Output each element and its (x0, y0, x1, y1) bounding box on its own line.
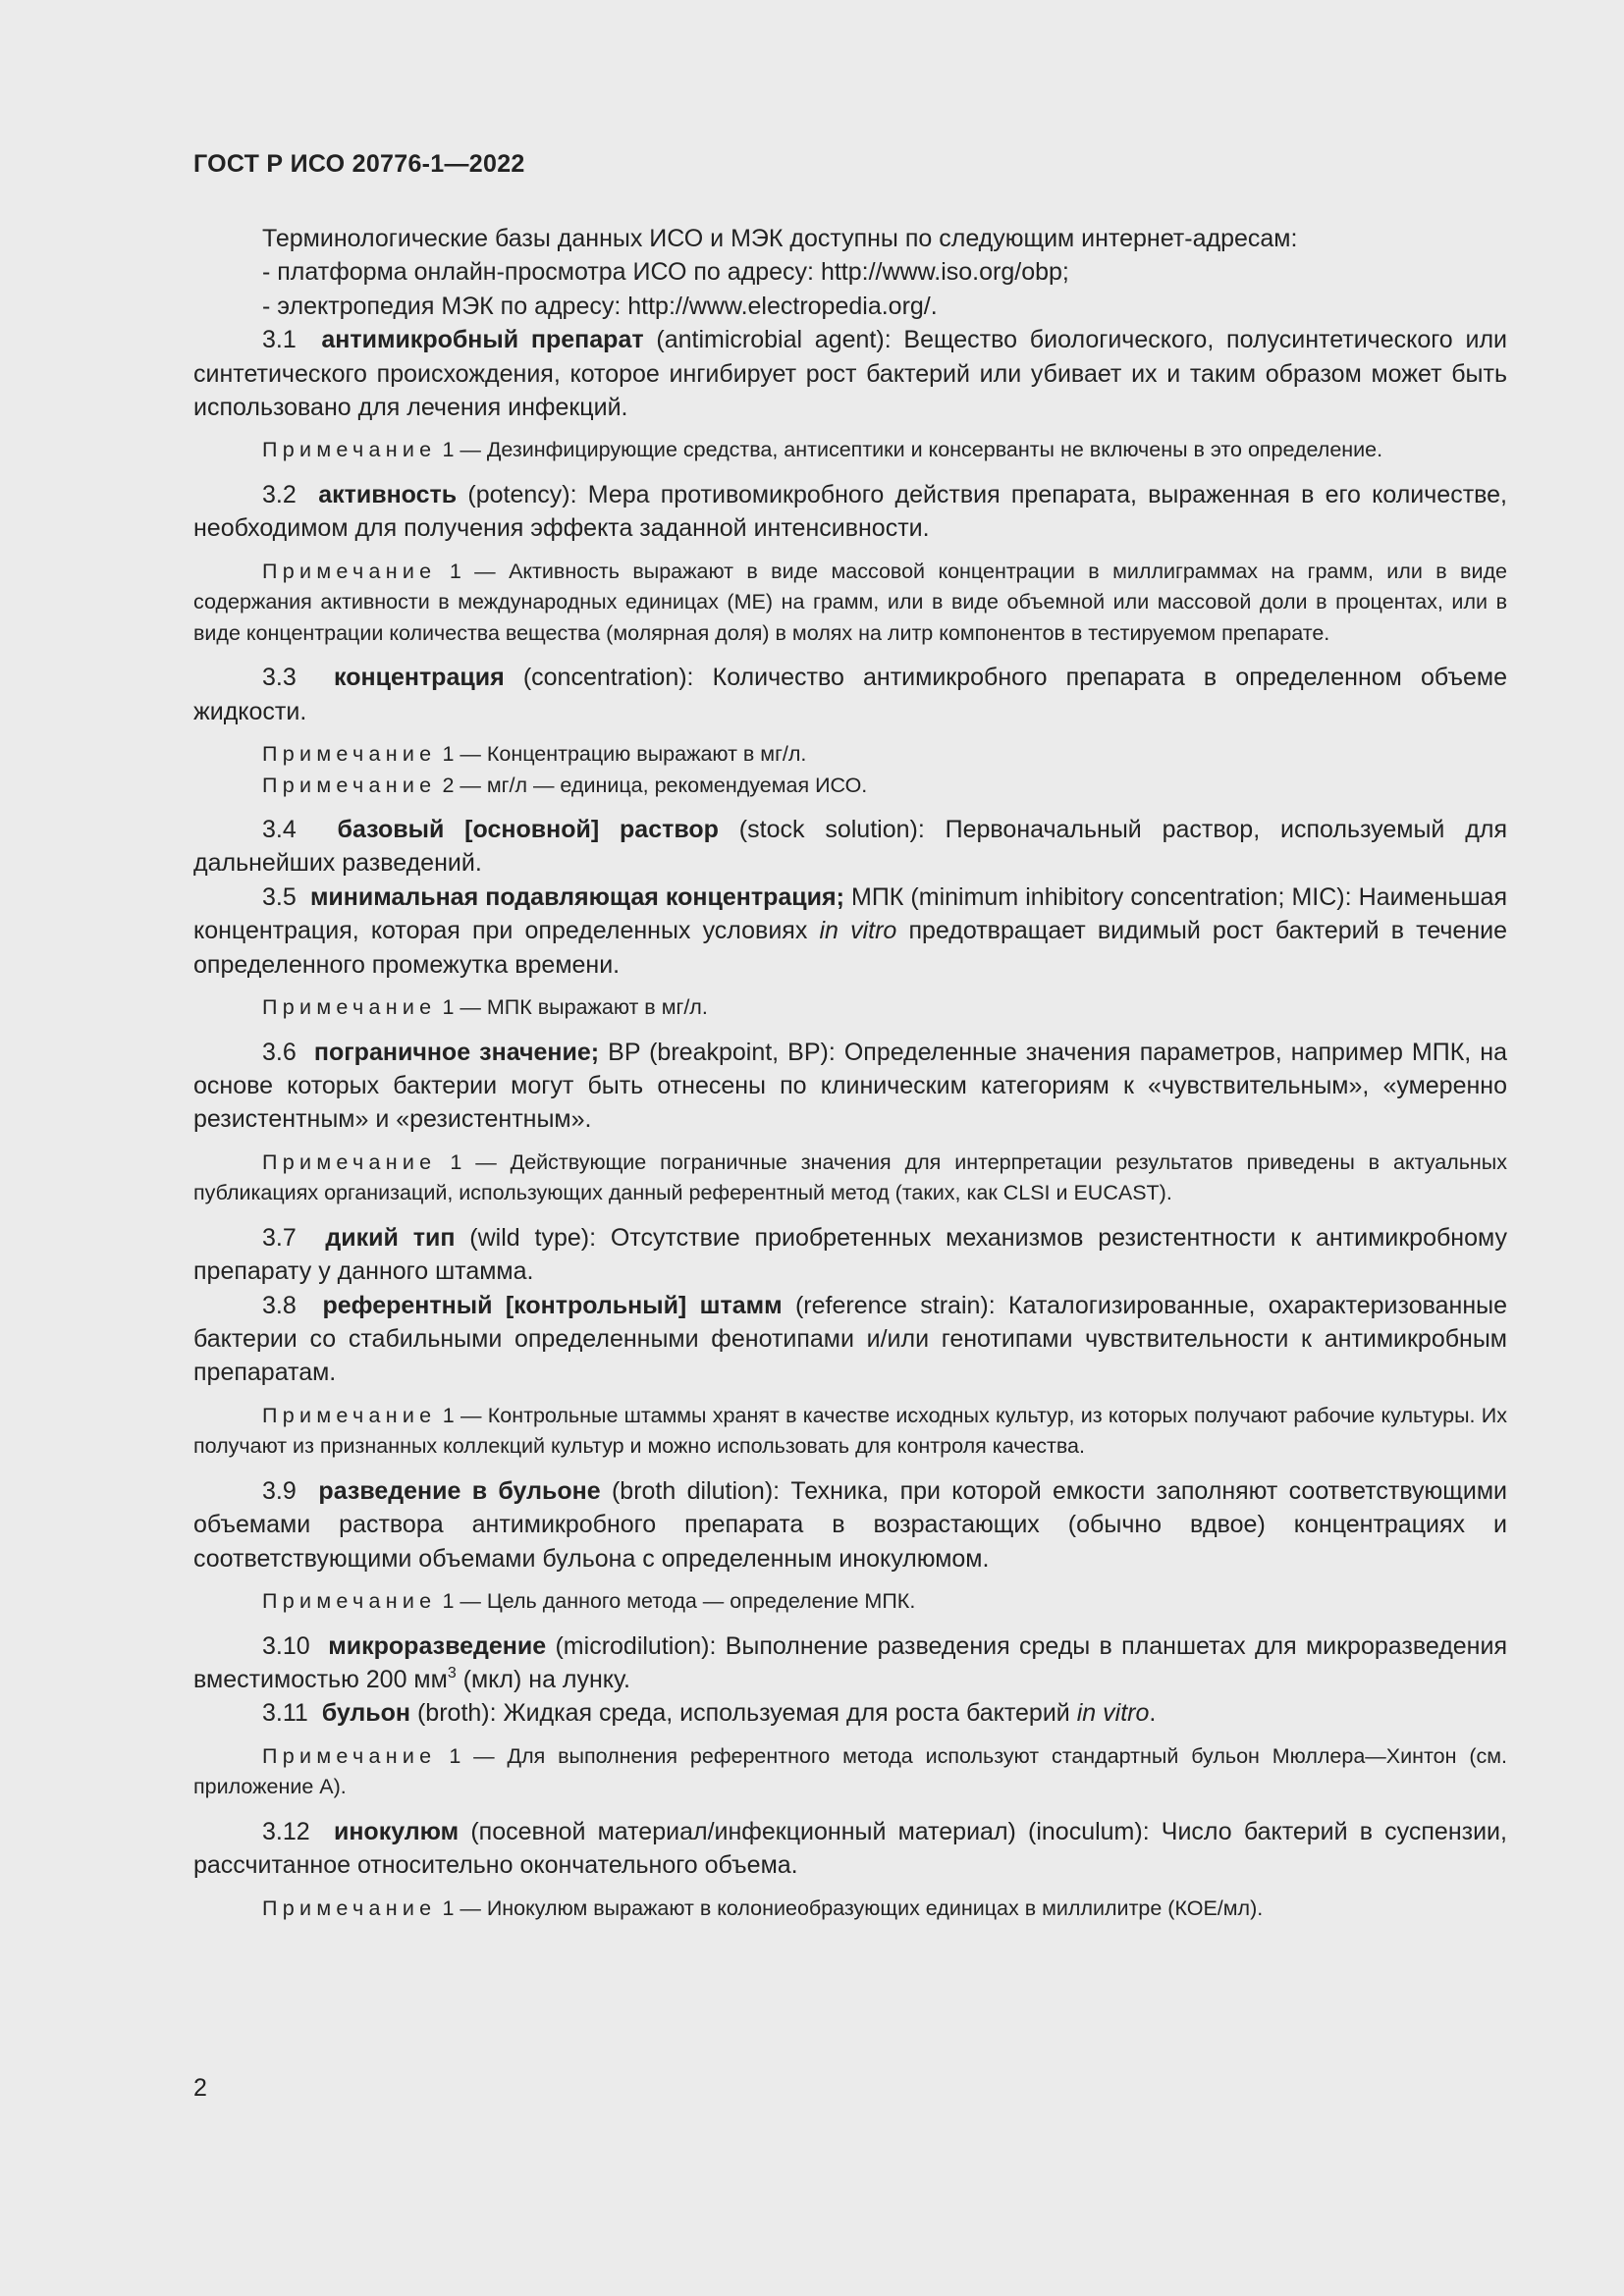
term-definition: (concentration): Количество антимикробного препарата в определенном объеме жидкости. (193, 664, 1507, 725)
term-3-4 (193, 813, 1507, 881)
term-definition: (мкл) на лунку. (462, 1665, 630, 1693)
term-number: 3.10 (262, 1631, 310, 1660)
note-text: 1 — МПК выражают в мг/л. (442, 995, 708, 1020)
page-number: 2 (193, 2074, 207, 2102)
term-number: 3.5 (262, 882, 297, 911)
term-number: 3.9 (262, 1476, 297, 1505)
term-definition: (reference strain): Каталогизированные, охарактеризованные бактерии со стабильными определенными фенотипами и/или генотипами чувствительности к антимикробным препаратам. (193, 1291, 1507, 1387)
standard-header: ГОСТ Р ИСО 20776-1—2022 (193, 150, 525, 178)
term-definition: предотвращает видимый рост бактерий в течение определенного промежутка времени. (193, 917, 1507, 979)
note-text: 2 — мг/л — единица, рекомендуемая ИСО. (442, 773, 868, 797)
term-definition-italic: in vitro (1076, 1699, 1150, 1728)
term-name: активность (318, 480, 458, 508)
superscript: 3 (447, 1664, 457, 1682)
term-3-9 (193, 1474, 1507, 1575)
term-name: базовый [основной] раствор (337, 816, 719, 844)
note (193, 557, 1507, 650)
note-text: 1 — Инокулюм выражают в колониеобразующих единицах в миллилитре (КОЕ/мл). (442, 1896, 1264, 1920)
term-number: 3.3 (262, 664, 297, 692)
intro-line: Терминологические базы данных ИСО и МЭК доступны по следующим интернет-адресам: (262, 225, 1298, 252)
term-3-2 (193, 478, 1507, 546)
note (193, 1586, 1507, 1618)
term-definition: (antimicrobial agent): Вещество биологического, полусинтетического или синтетического происхождения, которое ингибирует рост бактерий или убивает их и таким образом может быть использовано для лечения инфекций. (193, 326, 1507, 422)
note-text: 1 — Концентрацию выражают в мг/л. (442, 742, 807, 767)
note-label: Примечание (262, 1589, 437, 1614)
note (193, 1894, 1507, 1925)
term-number: 3.11 (262, 1699, 308, 1728)
term-3-8 (193, 1289, 1507, 1390)
note-label: Примечание (262, 559, 437, 583)
term-name: дикий тип (325, 1223, 456, 1252)
note-text: 1 — Для выполнения референтного метода используют стандартный бульон Мюллера—Хинтон (см. приложение А). (193, 1743, 1507, 1799)
note-text: 1 — Цель данного метода — определение МПК. (442, 1589, 916, 1614)
term-name: референтный [контрольный] штамм (322, 1291, 783, 1319)
term-name: инокулюм (333, 1817, 460, 1845)
term-number: 3.4 (262, 816, 297, 844)
term-number: 3.1 (262, 326, 297, 354)
term-3-10 (193, 1629, 1507, 1697)
term-3-6 (193, 1036, 1507, 1137)
term-name: разведение в бульоне (318, 1476, 601, 1505)
term-definition: МПК (minimum inhibitory concentration; MIC): Наименьшая концентрация, которая при определенных условиях (193, 882, 1507, 945)
note (193, 771, 1507, 802)
note (193, 992, 1507, 1024)
term-number: 3.6 (262, 1038, 297, 1066)
term-definition: (broth dilution): Техника, при которой емкости заполняют соответствующими объемами раствора антимикробного препарата в возрастающих (обычно вдвое) концентрациях и соответствующими объемами бульона с определенным инокулюмом. (193, 1476, 1507, 1573)
term-definition: (посевной материал/инфекционный материал) (inoculum): Число бактерий в суспензии, рассчитанное относительно окончательного объема. (193, 1817, 1507, 1880)
term-name: антимикробный препарат (321, 326, 644, 354)
note (193, 1148, 1507, 1209)
note-label: Примечание (262, 1743, 437, 1768)
term-definition: . (1149, 1699, 1157, 1728)
term-definition: BP (breakpoint, BP): Определенные значения параметров, например МПК, на основе которых бактерии могут быть отнесены по клиническим категориям к «чувствительным», «умеренно резистентным» и «резистентным». (193, 1038, 1507, 1134)
term-3-1 (193, 323, 1507, 424)
term-definition: (stock solution): Первоначальный раствор, используемый для дальнейших разведений. (193, 816, 1507, 878)
document-page (193, 147, 1507, 1936)
term-name: концентрация (334, 664, 505, 692)
intro-item: - платформа онлайн-просмотра ИСО по адресу: http://www.iso.org/obp; (262, 258, 1069, 287)
term-definition-italic: in vitro (819, 917, 897, 945)
term-definition: (broth): Жидкая среда, используемая для роста бактерий (416, 1699, 1070, 1728)
term-3-7 (193, 1221, 1507, 1289)
term-3-12 (193, 1815, 1507, 1883)
note (193, 739, 1507, 771)
term-name: микроразведение (328, 1631, 547, 1660)
note-label: Примечание (262, 1149, 437, 1174)
note-text: 1 — Контрольные штаммы хранят в качестве исходных культур, из которых получают рабочие культуры. Их получают из признанных коллекций культур и можно использовать для контроля качества. (193, 1403, 1507, 1459)
note-text: 1 — Активность выражают в виде массовой концентрации в миллиграммах на грамм, или в виде содержания активности в международных единицах (МЕ) на грамм, или в виде объемной или массовой доли в процентах, или в виде концентрации количества вещества (молярная доля) в молях на литр компонентов в тестируемом препарате. (193, 559, 1507, 645)
term-definition: (wild type): Отсутствие приобретенных механизмов резистентности к антимикробному препарату у данного штамма. (193, 1223, 1507, 1286)
term-definition: (potency): Мера противомикробного действия препарата, выраженная в его количестве, необходимом для получения эффекта заданной интенсивности. (193, 480, 1508, 543)
term-name: бульон (321, 1699, 411, 1728)
note-text: 1 — Действующие пограничные значения для интерпретации результатов приведены в актуальных публикациях организаций, использующих данный референтный метод (таких, как CLSI и EUCAST). (193, 1149, 1507, 1205)
note-label: Примечание (262, 995, 437, 1020)
note (193, 435, 1507, 466)
note-label: Примечание (262, 438, 437, 462)
note-label: Примечание (262, 1896, 437, 1920)
note-label: Примечание (262, 773, 437, 797)
term-number: 3.2 (262, 480, 297, 508)
note-text: 1 — Дезинфицирующие средства, антисептики и консерванты не включены в это определение. (442, 438, 1383, 462)
note-label: Примечание (262, 742, 437, 767)
note (193, 1741, 1507, 1803)
term-3-5 (193, 881, 1507, 982)
term-number: 3.12 (262, 1817, 310, 1845)
term-3-11 (193, 1696, 1507, 1730)
term-name: пограничное значение; (313, 1038, 600, 1066)
term-name: минимальная подавляющая концентрация; (309, 882, 844, 911)
term-3-3 (193, 661, 1507, 728)
note-label: Примечание (262, 1403, 437, 1427)
note (193, 1401, 1507, 1463)
term-number: 3.7 (262, 1223, 297, 1252)
term-definition: (microdilution): Выполнение разведения среды в планшетах для микроразведения вместимостью 200 мм (193, 1631, 1507, 1693)
intro-item: - электропедия МЭК по адресу: http://www.electropedia.org/. (262, 292, 938, 320)
term-number: 3.8 (262, 1291, 297, 1319)
